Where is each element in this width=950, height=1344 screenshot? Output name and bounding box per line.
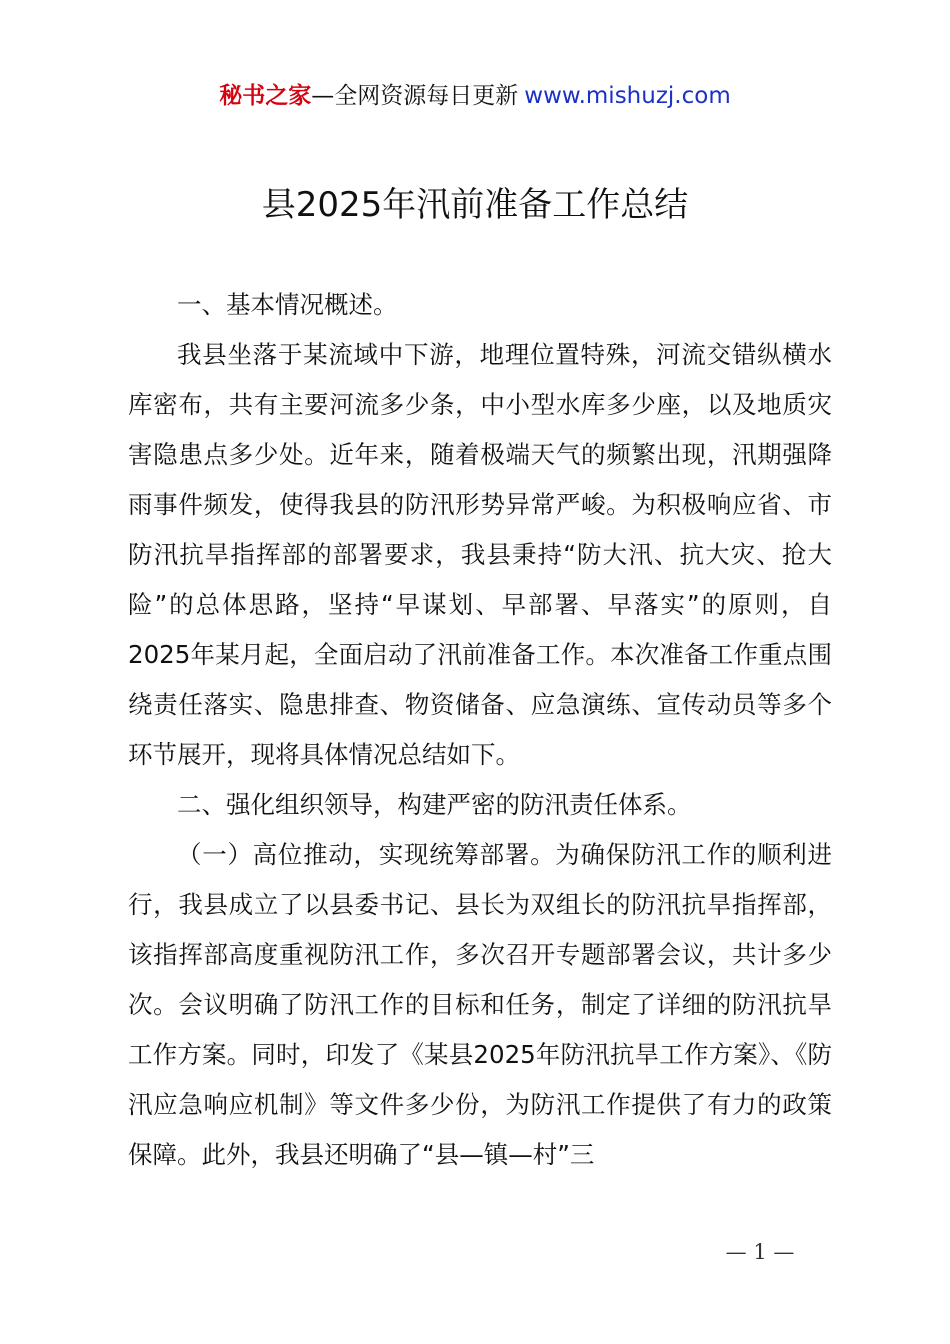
paragraph-leadership: （一）高位推动，实现统筹部署。为确保防汛工作的顺利进行，我县成立了以县委书记、县长为双组长的防汛抗旱指挥部，该指挥部高度重视防汛工作，多次召开专题部署会议，共计多少次。会议明确了防汛工作的目标和任务，制定了详细的防汛抗旱工作方案。同时，印发了《某县2025年防汛抗旱工作方案》、《防汛应急响应机制》等文件多少份，为防汛工作提供了有力的政策保障。此外，我县还明确了“县—镇—村”三 [128,840,832,1169]
document-title: 县2025年汛前准备工作总结 [261,185,689,225]
section-heading-1: 一、基本情况概述。 [177,290,398,319]
document-body [128,280,832,1180]
page-number: — 1 — [725,1240,795,1264]
site-brand: 秘书之家 [219,83,312,109]
site-banner [0,78,950,114]
paragraph-overview: 我县坐落于某流域中下游，地理位置特殊，河流交错纵横水库密布，共有主要河流多少条，中小型水库多少座，以及地质灾害隐患点多少处。近年来，随着极端天气的频繁出现，汛期强降雨事件频发，使得我县的防汛形势异常严峻。为积极响应省、市防汛抗旱指挥部的部署要求，我县秉持“防大汛、抗大灾、抢大险”的总体思路，坚持“早谋划、早部署、早落实”的原则，自2025年某月起，全面启动了汛前准备工作。本次准备工作重点围绕责任落实、隐患排查、物资储备、应急演练、宣传动员等多个环节展开，现将具体情况总结如下。 [128,340,832,769]
section-heading-2: 二、强化组织领导，构建严密的防汛责任体系。 [177,790,692,819]
site-url-link[interactable]: www.mishuzj.com [524,83,731,109]
site-tagline: —全网资源每日更新 [311,83,519,109]
